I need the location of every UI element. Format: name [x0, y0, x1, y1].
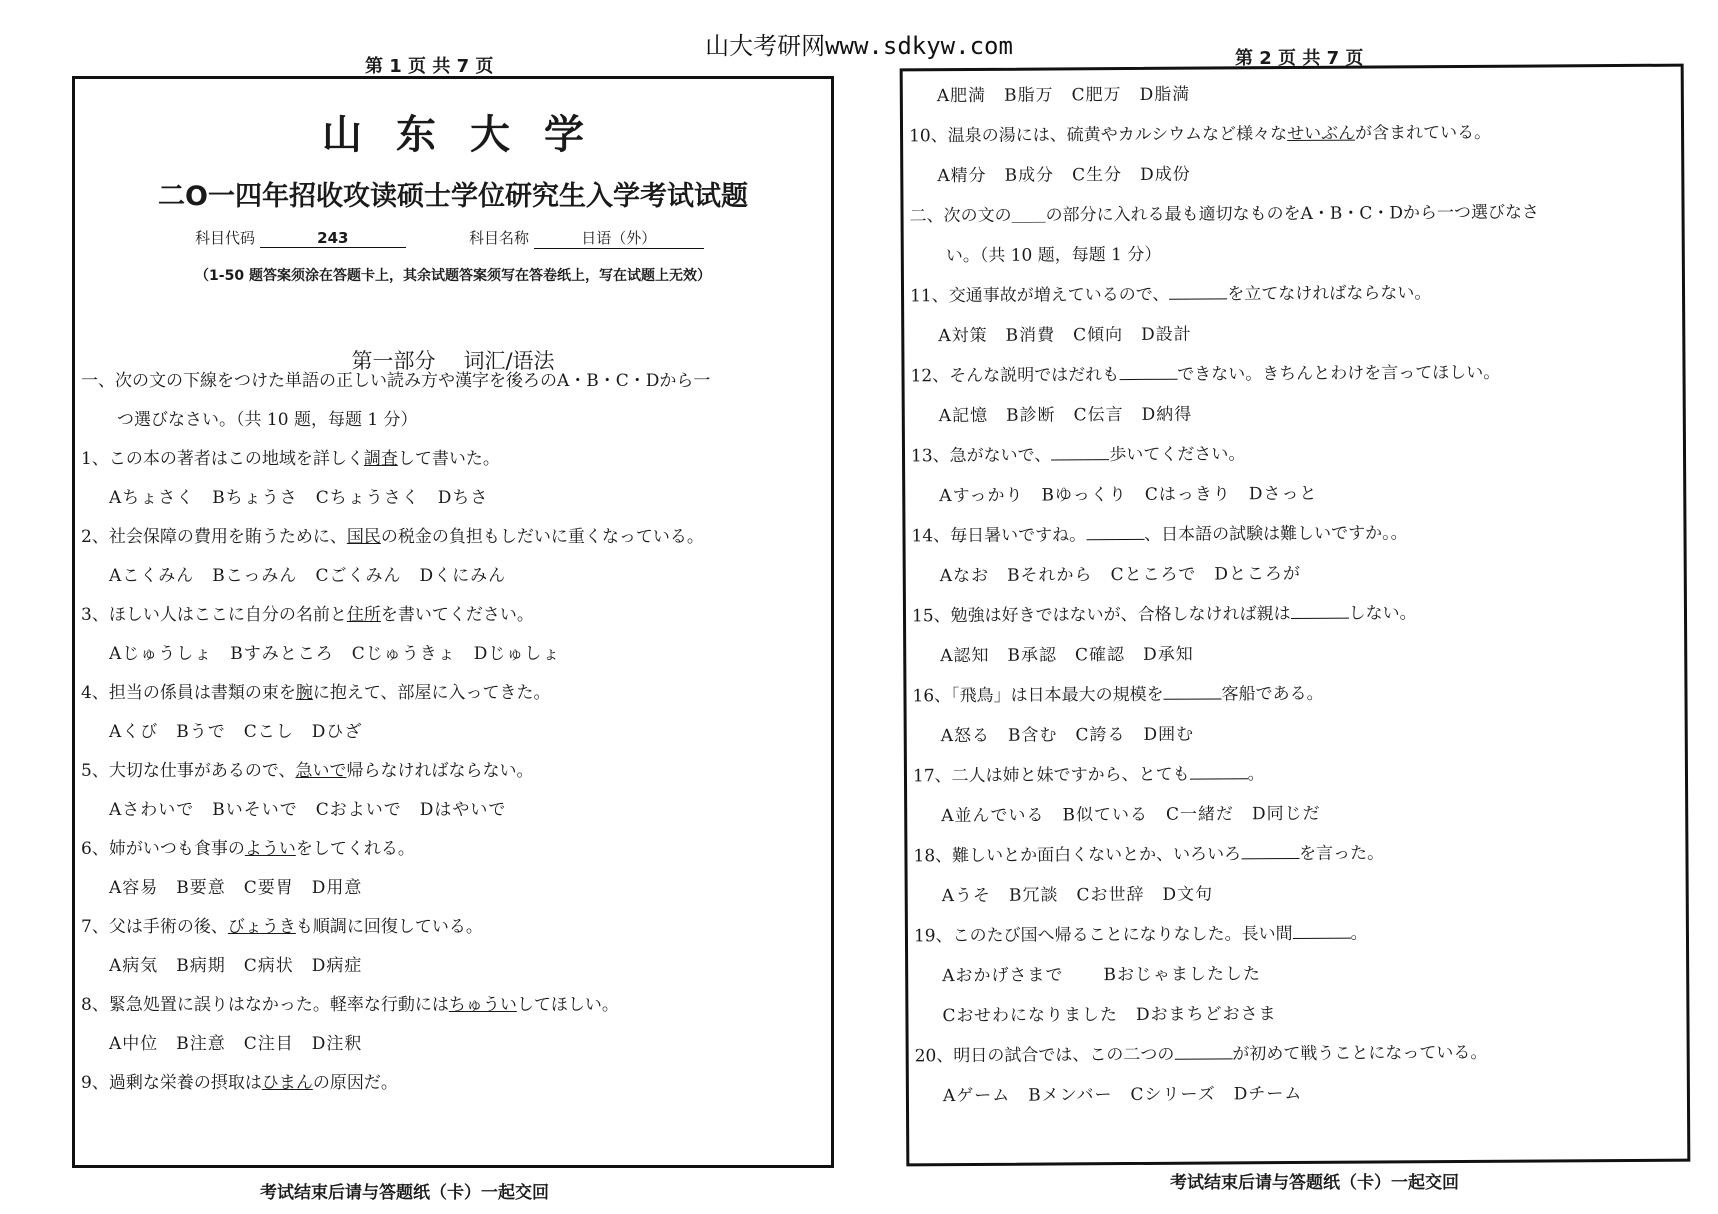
- page-footer-1: 考试结束后请与答题纸（卡）一起交回: [260, 1183, 549, 1203]
- options-13: Aすっかり Bゆっくり Cはっきり Dさっと: [939, 483, 1318, 507]
- subject-name-label: 科目名称: [469, 229, 530, 247]
- question-13: 13、急がないで、 歩いてください。: [910, 444, 1246, 467]
- options-10: A精分 B成分 C生分 D成份: [937, 164, 1191, 187]
- university-name: 山东大学: [322, 112, 618, 158]
- options-15: A認知 B承認 C確認 D承知: [940, 644, 1194, 667]
- options-1: Aちょさく Bちょうさ Cちょうさく Dちさ: [109, 488, 489, 508]
- subject-code: [195, 227, 406, 248]
- question-14: 14、毎日暑いですね。 、日本語の試験は難しいですか。。: [911, 523, 1408, 547]
- question-8: 8、緊急処置に誤りはなかった。軽率な行動にはちゅういしてほしい。: [81, 995, 619, 1015]
- options-12: A記憶 B診断 C伝言 D納得: [938, 404, 1193, 427]
- options-18: Aうそ B冗談 Cお世辞 D文句: [941, 884, 1214, 907]
- options-4: Aくび Bうで Cこし Dひざ: [109, 722, 363, 742]
- exam-page-2: [900, 64, 1691, 1167]
- exam-title: 二O一四年招收攻读硕士学位研究生入学考试试题: [158, 181, 748, 212]
- question-17: 17、二人は姉と妹ですから、とても 。: [912, 764, 1265, 787]
- question-4: 4、担当の係員は書類の束を腕に抱えて、部屋に入ってきた。: [81, 683, 551, 703]
- options-3: Aじゅうしょ Bすみところ Cじゅうきょ Dじゅしょ: [109, 644, 561, 664]
- options-8: A中位 B注意 C注目 D注釈: [109, 1034, 363, 1054]
- subject-name-value: 日语（外）: [534, 227, 704, 249]
- exam-page-1: [72, 76, 834, 1168]
- subject-code-label: 科目代码: [195, 229, 256, 247]
- question-7: 7、父は手術の後、びょうきも順調に回復している。: [81, 917, 483, 937]
- question-2: 2、社会保障の費用を賄うために、国民の税金の負担もしだいに重くなっている。: [81, 527, 704, 547]
- instruction-line: 二、次の文の＿＿の部分に入れる最も適切なものをA・B・C・Dから一つ選びなさ: [909, 202, 1540, 227]
- options-19: Aおかげさまで Bおじゃましたした: [942, 964, 1262, 987]
- part-title: 第一部分: [351, 349, 436, 373]
- instruction-line: い。（共 10 题，每题 1 分）: [945, 244, 1162, 267]
- question-1: 1、この本の著者はこの地域を詳しく調査して書いた。: [81, 449, 500, 469]
- question-3: 3、ほしい人はここに自分の名前と住所を書いてください。: [81, 605, 534, 625]
- instruction-line: つ選びなさい。（共 10 题，每题 1 分）: [117, 410, 418, 430]
- question-10: 10、温泉の湯には、硫黄やカルシウムなど様々なせいぶんが含まれている。: [909, 122, 1492, 147]
- options-19-cont: Cおせわになりました Dおまちどおさま: [942, 1004, 1277, 1027]
- question-15: 15、勉強は好きではないが、合格しなければ親は しない。: [911, 603, 1417, 627]
- subject-code-value: 243: [260, 229, 406, 248]
- options-6: A容易 B要意 C要胃 D用意: [109, 878, 363, 898]
- options-16: A怒る B含む C誇る D囲む: [940, 724, 1195, 747]
- options-14: Aなお Bそれから Cところで Dところが: [939, 563, 1302, 587]
- options-11: A対策 B消費 C傾向 D設計: [938, 324, 1192, 347]
- page-number-1: 第 1 页 共 7 页: [365, 56, 494, 77]
- question-12: 12、そんな説明ではだれも できない。きちんとわけを言ってほしい。: [910, 362, 1501, 387]
- options-7: A病気 B病期 C病状 D病症: [109, 956, 363, 976]
- options-20: Aゲーム Bメンバー Cシリーズ Dチーム: [942, 1083, 1303, 1107]
- question-11: 11、交通事故が増えているので、 を立てなければならない。: [909, 283, 1432, 307]
- page-number-2: 第 2 页 共 7 页: [1235, 48, 1364, 69]
- part-subtitle: 词汇/语法: [463, 349, 555, 373]
- question-6: 6、姉がいつも食事のよういをしてくれる。: [81, 839, 415, 859]
- options-9: A肥満 B脂万 C肥万 D脂満: [936, 84, 1191, 107]
- options-17: A並んでいる B似ている C一緒だ D同じだ: [941, 803, 1321, 827]
- question-9: 9、過剰な栄養の摂取はひまんの原因だ。: [81, 1073, 398, 1093]
- options-5: Aさわいで Bいそいで Cおよいで Dはやいで: [109, 800, 507, 820]
- subject-name: [469, 227, 704, 249]
- site-watermark: 山大考研网www.sdkyw.com: [705, 32, 1013, 60]
- question-16: 16、「飛鳥」は日本最大の規模を 客船である。: [912, 683, 1324, 707]
- answer-notice: （1-50 题答案须涂在答题卡上，其余试题答案须写在答卷纸上，写在试题上无效）: [195, 268, 711, 284]
- question-19: 19、このたび国へ帰ることになりなした。長い間 。: [913, 923, 1368, 947]
- instruction-line: 一、次の文の下線をつけた単語の正しい読み方や漢字を後ろのA・B・C・Dから一: [81, 371, 711, 391]
- question-5: 5、大切な仕事があるので、急いで帰らなければならない。: [81, 761, 534, 781]
- question-18: 18、難しいとか面白くないとか、いろいろ を言った。: [913, 843, 1385, 867]
- question-20: 20、明日の試合では、この二つの が初めて戦うことになっている。: [914, 1042, 1488, 1067]
- options-2: Aこくみん Bこっみん Cごくみん Dくにみん: [109, 566, 507, 586]
- page-footer-2: 考试结束后请与答题纸（卡）一起交回: [1170, 1173, 1459, 1193]
